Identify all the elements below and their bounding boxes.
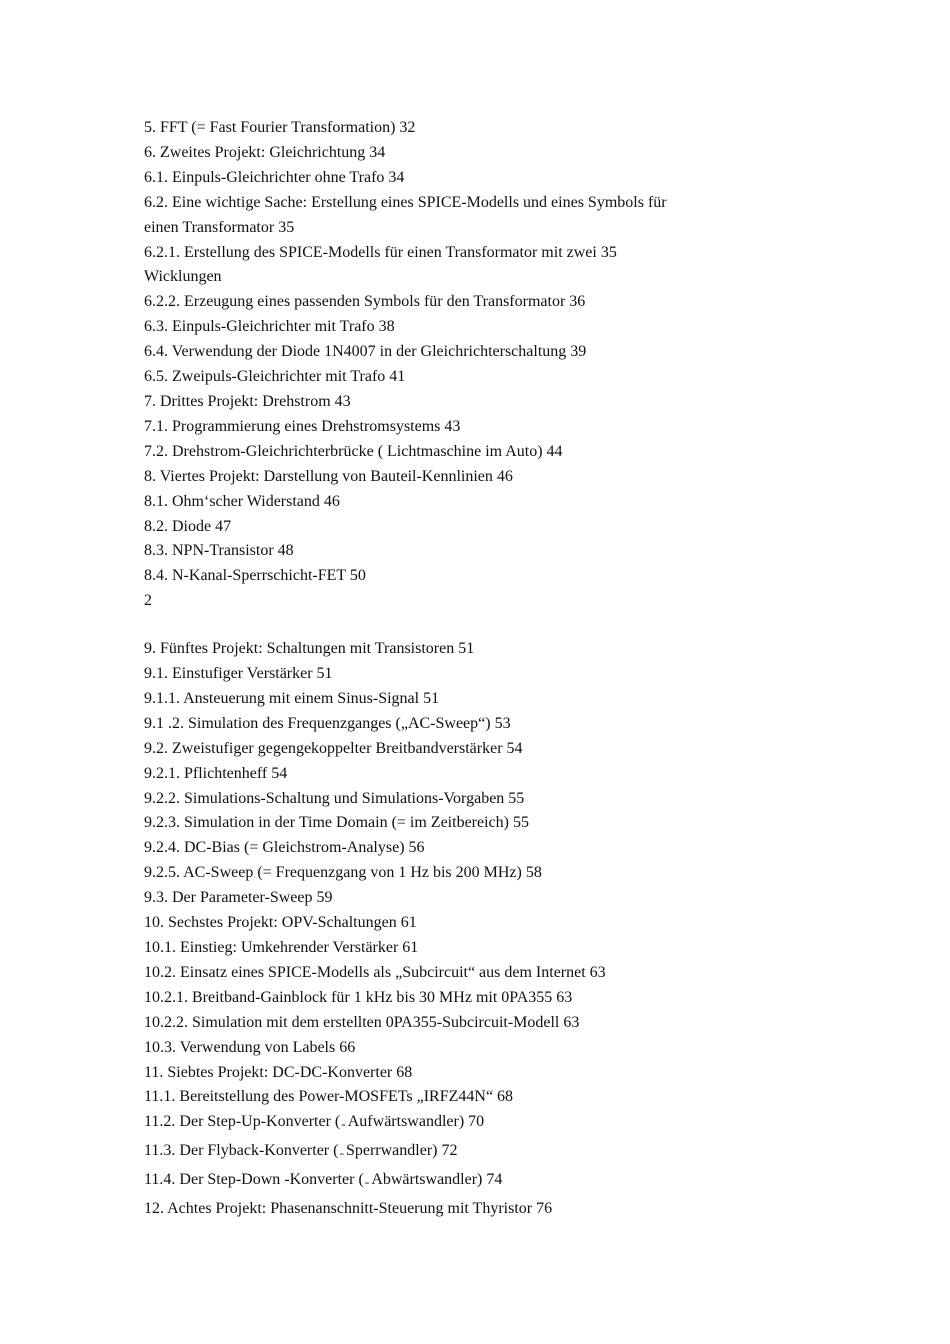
toc-entry: 6.1. Einpuls-Gleichrichter ohne Trafo 34 (144, 168, 405, 186)
approx-mark: = (339, 1150, 344, 1160)
toc-page (144, 116, 744, 1222)
toc-entry: 8.2. Diode 47 (144, 517, 232, 535)
toc-entry: 9. Fünftes Projekt: Schaltungen mit Transistoren 51 (144, 640, 475, 658)
toc-entry (144, 1110, 744, 1139)
toc-entry: 10.2.1. Breitband-Gainblock für 1 kHz bis 30 MHz mit 0PA355 63 (144, 988, 573, 1006)
toc-entry: 8. Viertes Projekt: Darstellung von Bauteil-Kennlinien 46 (144, 467, 513, 485)
toc-entry: 6.4. Verwendung der Diode 1N4007 in der Gleichrichterschaltung 39 (144, 343, 587, 361)
toc-entry: 5. FFT (= Fast Fourier Transformation) 32 (144, 119, 416, 136)
toc-entry: 9.2.4. DC-Bias (= Gleichstrom-Analyse) 56 (144, 839, 425, 857)
page-number: 2 (144, 592, 152, 610)
approx-mark: = (364, 1179, 370, 1189)
toc-entry: 9.1. Einstufiger Verstärker 51 (144, 665, 333, 683)
toc-entry-suffix: Abwärtswandler) 74 (371, 1171, 503, 1189)
toc-entry: 11.1. Bereitstellung des Power-MOSFETs „IRFZ44N“ 68 (144, 1088, 514, 1106)
toc-entry: 7.1. Programmierung eines Drehstromsystems 43 (144, 417, 461, 435)
toc-entry-suffix: Aufwärtswandler) 70 (347, 1113, 485, 1131)
toc-entry: 10.3. Verwendung von Labels 66 (144, 1038, 356, 1056)
toc-entry: 6.3. Einpuls-Gleichrichter mit Trafo 38 (144, 318, 395, 336)
toc-entry: 9.1 .2. Simulation des Frequenzganges („AC-Sweep“) 53 (144, 714, 511, 732)
toc-entry-suffix: Sperrwandler) 72 (345, 1142, 458, 1160)
toc-entry: 6.2.1. Erstellung des SPICE-Modells für einen Transformator mit zwei 35 (144, 243, 617, 261)
toc-entry: 10.1. Einstieg: Umkehrender Verstärker 61 (144, 939, 419, 956)
toc-entry: 9.2.2. Simulations-Schaltung und Simulations-Vorgaben 55 (144, 789, 525, 807)
toc-entry: 6.2.2. Erzeugung eines passenden Symbols für den Transformator 36 (144, 293, 586, 311)
toc-entry: 6.2. Eine wichtige Sache: Erstellung eines SPICE-Modells und eines Symbols für (144, 193, 667, 211)
toc-entry: 9.3. Der Parameter-Sweep 59 (144, 889, 333, 907)
toc-entry: 12. Achtes Projekt: Phasenanschnitt-Steuerung mit Thyristor 76 (144, 1200, 553, 1218)
toc-entry: 9.2.1. Pflichtenheff 54 (144, 764, 288, 782)
toc-entry: 11. Siebtes Projekt: DC-DC-Konverter 68 (144, 1063, 413, 1081)
page-break-gap (144, 614, 744, 637)
toc-entry: 7.2. Drehstrom-Gleichrichterbrücke ( Lichtmaschine im Auto) 44 (144, 442, 563, 460)
toc-entry: 8.1. Ohm‘scher Widerstand 46 (144, 492, 340, 510)
toc-entry: einen Transformator 35 (144, 218, 295, 236)
toc-entry: 6. Zweites Projekt: Gleichrichtung 34 (144, 143, 386, 161)
approx-mark: = (341, 1121, 346, 1131)
toc-entry: 8.3. NPN-Transistor 48 (144, 542, 294, 560)
toc-entry: 9.2. Zweistufiger gegengekoppelter Breitbandverstärker 54 (144, 739, 523, 757)
toc-entry: 10.2.2. Simulation mit dem erstellten 0PA355-Subcircuit-Modell 63 (144, 1013, 580, 1031)
toc-entry-prefix: 11.3. Der Flyback-Konverter ( (144, 1142, 339, 1160)
toc-entry-prefix: 11.2. Der Step-Up-Konverter ( (144, 1113, 341, 1131)
toc-entry: 9.2.5. AC-Sweep (= Frequenzgang von 1 Hz bis 200 MHz) 58 (144, 864, 542, 882)
toc-entry (144, 1139, 744, 1168)
toc-entry (144, 1168, 744, 1197)
toc-entry: 9.2.3. Simulation in der Time Domain (= im Zeitbereich) 55 (144, 814, 529, 832)
toc-entry: 7. Drittes Projekt: Drehstrom 43 (144, 392, 351, 410)
toc-entry: 10.2. Einsatz eines SPICE-Modells als „Subcircuit“ aus dem Internet 63 (144, 963, 606, 981)
toc-entry: 6.5. Zweipuls-Gleichrichter mit Trafo 41 (144, 368, 406, 386)
toc-entry: Wicklungen (144, 268, 222, 286)
toc-entry: 10. Sechstes Projekt: OPV-Schaltungen 61 (144, 914, 417, 932)
toc-entry: 9.1.1. Ansteuerung mit einem Sinus-Signal 51 (144, 689, 440, 707)
toc-entry-prefix: 11.4. Der Step-Down -Konverter ( (144, 1171, 364, 1189)
toc-section-a (144, 116, 744, 589)
toc-entry: 8.4. N-Kanal-Sperrschicht-FET 50 (144, 567, 366, 585)
toc-section-b (144, 637, 744, 1222)
